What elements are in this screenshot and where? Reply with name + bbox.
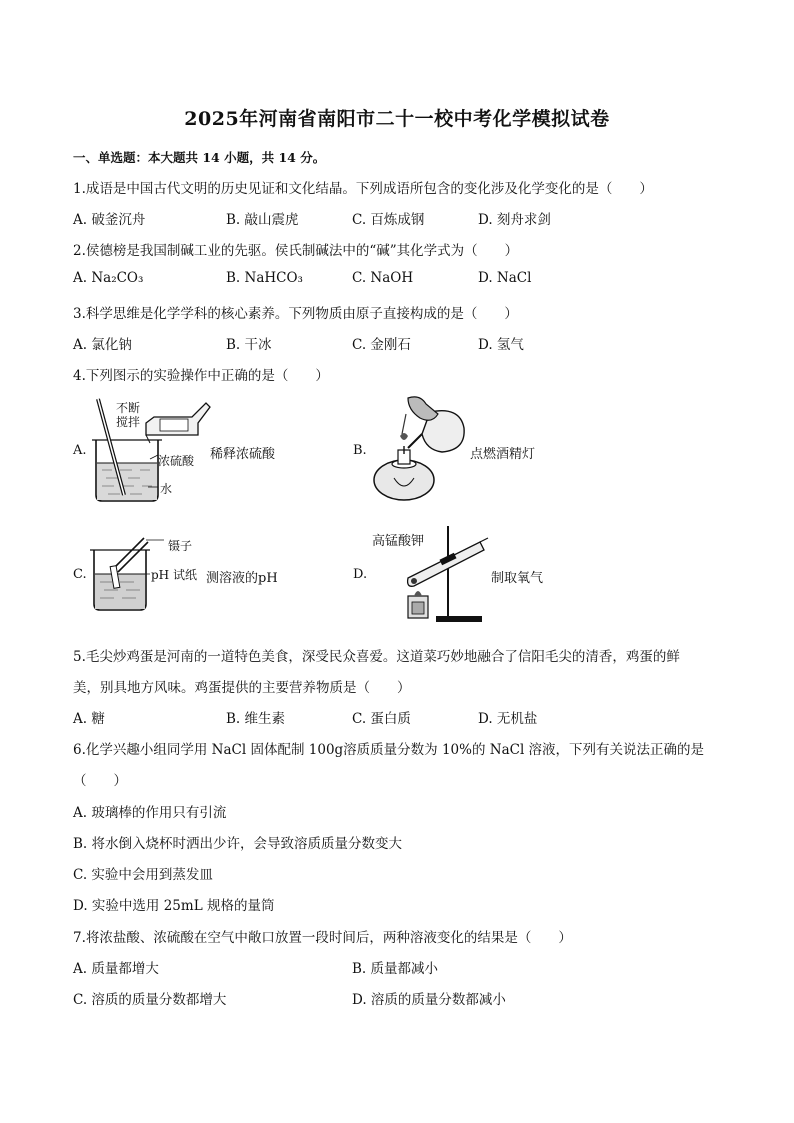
figure-c-label-tweezers: 镊子 — [168, 539, 193, 553]
dilute-sulfuric-acid-figure — [88, 395, 213, 505]
question-6-stem-line-1: 6.化学兴趣小组同学用 NaCl 固体配制 100g溶质质量分数为 10%的 NaCl 溶液，下列有关说法正确的是 — [73, 742, 705, 758]
figure-a-caption: 稀释浓硫酸 — [210, 447, 276, 462]
question-1-option-a: A. 破釜沉舟 — [73, 212, 146, 228]
question-6-stem-line-2: （ ） — [73, 773, 127, 789]
question-5-option-a: A. 糖 — [73, 711, 105, 727]
figure-d-caption: 制取氧气 — [491, 571, 544, 586]
figure-c-letter: C. — [73, 567, 87, 582]
figure-d-letter: D. — [353, 567, 368, 582]
question-3-option-d: D. 氢气 — [478, 337, 524, 353]
question-7-option-b: B. 质量都减小 — [352, 961, 439, 977]
figure-a-label-water: 水 — [160, 482, 173, 496]
figure-b-letter: B. — [353, 443, 367, 458]
question-5-stem-line-2: 美，别具地方风味。鸡蛋提供的主要营养物质是（ ） — [73, 680, 411, 696]
question-2-stem: 2.侯德榜是我国制碱工业的先驱。侯氏制碱法中的“碱”其化学式为（ ） — [73, 243, 519, 259]
question-1-option-d: D. 刻舟求剑 — [478, 212, 551, 228]
figure-c-caption: 测溶液的pH — [206, 571, 278, 586]
section-heading: 一、单选题：本大题共 14 小题，共 14 分。 — [73, 150, 326, 165]
question-7-option-c: C. 溶质的质量分数都增大 — [73, 992, 227, 1008]
alcohol-lamp-figure — [368, 394, 468, 506]
figure-a-label-stir-1: 不断 — [116, 401, 141, 415]
question-2-option-d: D. NaCl — [478, 270, 532, 286]
question-7-option-d: D. 溶质的质量分数都减小 — [352, 992, 506, 1008]
figure-a-label-acid: 浓硫酸 — [158, 454, 195, 468]
question-3-stem: 3.科学思维是化学学科的核心素养。下列物质由原子直接构成的是（ ） — [73, 306, 518, 322]
question-6-option-a: A. 玻璃棒的作用只有引流 — [73, 805, 227, 821]
question-3-option-c: C. 金刚石 — [352, 337, 411, 353]
figure-a-letter: A. — [73, 443, 87, 458]
question-1-stem: 1.成语是中国古代文明的历史见证和文化结晶。下列成语所包含的变化涉及化学变化的是（ ） — [73, 181, 653, 197]
exam-title: 2025年河南省南阳市二十一校中考化学模拟试卷 — [184, 108, 610, 130]
question-2-option-a: A. Na₂CO₃ — [73, 270, 144, 286]
question-6-option-c: C. 实验中会用到蒸发皿 — [73, 867, 213, 883]
question-3-option-a: A. 氯化钠 — [73, 337, 132, 353]
question-5-stem-line-1: 5.毛尖炒鸡蛋是河南的一道特色美食，深受民众喜爱。这道菜巧妙地融合了信阳毛尖的清香，鸡蛋的鲜 — [73, 649, 680, 665]
question-1-option-c: C. 百炼成钢 — [352, 212, 425, 228]
question-5-option-b: B. 维生素 — [226, 711, 286, 727]
question-2-option-c: C. NaOH — [352, 270, 414, 286]
question-7-stem: 7.将浓盐酸、浓硫酸在空气中敞口放置一段时间后，两种溶液变化的结果是（ ） — [73, 930, 572, 946]
question-4-stem: 4.下列图示的实验操作中正确的是（ ） — [73, 368, 329, 384]
figure-c-label-paper: pH 试纸 — [151, 568, 197, 582]
question-3-option-b: B. 干冰 — [226, 337, 272, 353]
question-2-option-b: B. NaHCO₃ — [226, 270, 303, 286]
question-6-option-d: D. 实验中选用 25mL 规格的量筒 — [73, 898, 275, 914]
question-5-option-d: D. 无机盐 — [478, 711, 538, 727]
question-7-option-a: A. 质量都增大 — [73, 961, 159, 977]
figure-d-label-kmno4: 高锰酸钾 — [372, 534, 425, 549]
question-6-option-b: B. 将水倒入烧杯时洒出少许，会导致溶质质量分数变大 — [73, 836, 403, 852]
figure-a-label-stir-2: 搅拌 — [116, 415, 141, 429]
figure-b-caption: 点燃酒精灯 — [470, 447, 536, 462]
question-5-option-c: C. 蛋白质 — [352, 711, 411, 727]
question-1-option-b: B. 敲山震虎 — [226, 212, 299, 228]
